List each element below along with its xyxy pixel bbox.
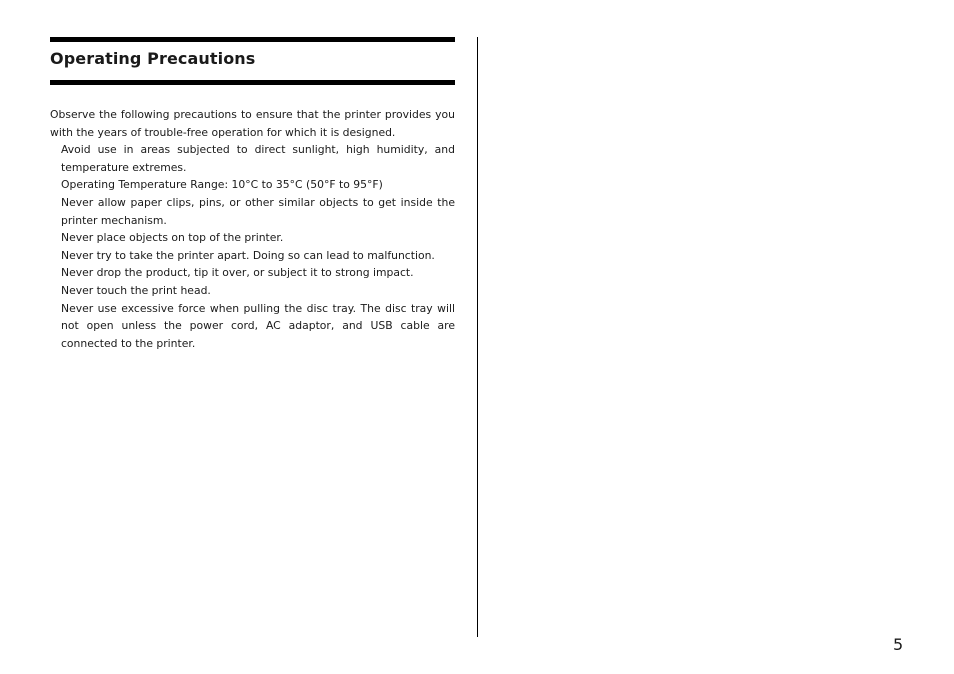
list-item: Never place objects on top of the printer. xyxy=(61,231,284,245)
list-item: Never touch the print head. xyxy=(61,283,211,297)
heading-rule-top xyxy=(50,37,455,42)
section-title: Operating Precautions xyxy=(50,49,256,68)
list-item: Never use excessive force when pulling the disc tray. The disc tray will not open unless the power cord, AC adaptor, and USB cable are connected to the printer. xyxy=(61,301,455,350)
list-item: Never try to take the printer apart. Doing so can lead to malfunction. xyxy=(61,248,435,262)
page-number: 5 xyxy=(893,635,904,654)
intro-paragraph: Observe the following precautions to ensure that the printer provides you with the years of trouble-free operation for which it is designed. xyxy=(50,108,455,139)
list-item: Never drop the product, tip it over, or subject it to strong impact. xyxy=(61,266,414,280)
left-column xyxy=(50,37,455,352)
list-item: Operating Temperature Range: 10°C to 35°C (50°F to 95°F) xyxy=(61,178,383,192)
precautions-list xyxy=(50,141,455,352)
column-divider xyxy=(477,37,478,637)
list-item: Avoid use in areas subjected to direct sunlight, high humidity, and temperature extremes. xyxy=(61,143,455,174)
list-item: Never allow paper clips, pins, or other similar objects to get inside the printer mechanism. xyxy=(61,195,455,227)
heading-rule-bottom xyxy=(50,80,455,85)
